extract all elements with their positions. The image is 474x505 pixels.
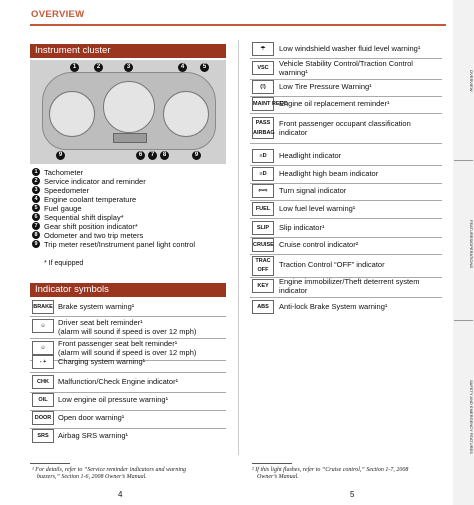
passenger-seatbelt-icon: ☺: [32, 341, 54, 355]
list-item-text: Fuel gauge: [44, 204, 82, 213]
header-rule: [30, 24, 446, 26]
high-beam-icon: ≡D: [252, 167, 274, 181]
footnote-left: ¹ For details, refer to “Service reminder indicators and warning: [32, 467, 187, 473]
instrument-cluster-heading: Instrument cluster: [30, 44, 226, 58]
sidebar-divider: [454, 320, 473, 321]
driver-seatbelt-icon: ☺: [32, 319, 54, 333]
battery-icon: - +: [32, 355, 54, 369]
list-number: 1: [32, 168, 40, 176]
odometer-display: [113, 133, 147, 143]
callout-9-right: 9: [192, 151, 201, 160]
section-sidebar: [453, 0, 474, 505]
list-number: 2: [32, 177, 40, 185]
footnote-left-cont: buzzers,” Section 1-6, 2008 Owner’s Manual.: [37, 474, 147, 480]
indicator-text-sub: (alarm will sound if speed is over 12 mph): [58, 327, 197, 336]
footnote-rule: [30, 463, 70, 464]
list-number: 9: [32, 240, 40, 248]
column-divider: [238, 40, 239, 455]
vsc-icon: VSC: [252, 61, 274, 75]
indicator-text: Low engine oil pressure warning¹: [58, 395, 169, 404]
temp-fuel-gauge: [163, 91, 209, 137]
indicator-symbols-heading: Indicator symbols: [30, 283, 226, 297]
list-number: 6: [32, 213, 40, 221]
row-divider: [30, 372, 226, 373]
row-divider: [250, 183, 442, 184]
indicator-text: Headlight indicator: [279, 151, 342, 160]
row-divider: [30, 316, 226, 317]
airbag-icon: SRS: [32, 429, 54, 443]
callout-1: 1: [70, 63, 79, 72]
indicator-text: Low windshield washer fluid level warning¹: [279, 44, 421, 53]
turn-signal-icon: ⇦⇨: [252, 184, 274, 198]
if-equipped-note: * If equipped: [44, 260, 84, 267]
indicator-text: Slip indicator¹: [279, 223, 325, 232]
row-divider: [250, 96, 442, 97]
indicator-text: Front passenger seat belt reminder¹: [58, 339, 178, 348]
indicator-text: Open door warning¹: [58, 413, 125, 422]
instrument-cluster-illustration: [30, 60, 226, 164]
callout-9: 9: [56, 151, 65, 160]
open-door-icon: DOOR: [32, 411, 54, 425]
slip-indicator-icon: SLIP: [252, 221, 274, 235]
indicator-text-sub: indicator: [279, 128, 308, 137]
list-item-text: Engine coolant temperature: [44, 195, 137, 204]
row-divider: [250, 113, 442, 114]
callout-5: 5: [200, 63, 209, 72]
cluster-housing: [42, 72, 216, 150]
sidebar-tab-overview[interactable]: OVERVIEW: [469, 70, 474, 92]
callout-3: 3: [124, 63, 133, 72]
washer-fluid-icon: ☂: [252, 42, 274, 56]
indicator-text-sub: indicator: [279, 286, 308, 295]
list-item-text: Gear shift position indicator*: [44, 222, 138, 231]
indicator-text: Low fuel level warning¹: [279, 204, 356, 213]
headlight-icon: ≡D: [252, 149, 274, 163]
row-divider: [30, 428, 226, 429]
footnote-right: ² If this light flashes, refer to “Cruise control,” Section 1-7, 2008: [252, 467, 409, 473]
row-divider: [30, 410, 226, 411]
row-divider: [250, 79, 442, 80]
list-item-text: Tachometer: [44, 168, 84, 177]
indicator-text: Charging system warning¹: [58, 357, 146, 366]
indicator-text-sub: (alarm will sound if speed is over 12 mph): [58, 348, 197, 357]
page-number-right: 5: [350, 490, 355, 499]
indicator-text: Low Tire Pressure Warning¹: [279, 82, 372, 91]
footnote-rule: [252, 463, 292, 464]
footnote-right-cont: Owner’s Manual.: [257, 474, 299, 480]
indicator-text: Engine immobilizer/Theft deterrent system: [279, 277, 420, 286]
fuel-pump-icon: FUEL: [252, 202, 274, 216]
oil-can-icon: OIL: [32, 393, 54, 407]
page-title: OVERVIEW: [31, 9, 85, 20]
list-number: 4: [32, 195, 40, 203]
indicator-text: Malfunction/Check Engine indicator¹: [58, 377, 179, 386]
list-number: 3: [32, 186, 40, 194]
list-item-text: Speedometer: [44, 186, 90, 195]
indicator-text: Driver seat belt reminder¹: [58, 318, 143, 327]
indicator-text: Brake system warning¹: [58, 302, 135, 311]
indicator-text: Vehicle Stability Control/Traction Control: [279, 59, 413, 68]
list-number: 7: [32, 222, 40, 230]
callout-4: 4: [178, 63, 187, 72]
immobilizer-icon: KEY: [252, 279, 274, 293]
cruise-control-icon: CRUISE: [252, 238, 274, 252]
row-divider: [250, 200, 442, 201]
row-divider: [250, 218, 442, 219]
list-item-text: Service indicator and reminder: [44, 177, 146, 186]
indicator-text: Turn signal indicator: [279, 186, 347, 195]
row-divider: [30, 392, 226, 393]
list-item-text: Trip meter reset/Instrument panel light control: [44, 240, 196, 249]
list-item-text: Sequential shift display*: [44, 213, 124, 222]
indicator-text-sub: warning¹: [279, 68, 308, 77]
indicator-text: Airbag SRS warning¹: [58, 431, 129, 440]
indicator-text: Anti-lock Brake System warning¹: [279, 302, 388, 311]
trac-off-icon: TRAC OFF: [252, 256, 274, 276]
brake-warning-icon: BRAKE: [32, 300, 54, 314]
indicator-text: Cruise control indicator²: [279, 240, 359, 249]
row-divider: [250, 254, 442, 255]
sidebar-tab-features[interactable]: FEATURES/OPERATIONS: [469, 220, 474, 269]
tire-pressure-icon: (!): [252, 80, 274, 94]
indicator-text: Engine oil replacement reminder¹: [279, 99, 390, 108]
list-item-text: Odometer and two trip meters: [44, 231, 144, 240]
callout-8: 8: [160, 151, 169, 160]
row-divider: [250, 165, 442, 166]
check-engine-icon: CHK: [32, 375, 54, 389]
indicator-text: Front passenger occupant classification: [279, 119, 411, 128]
sidebar-divider: [454, 160, 473, 161]
list-number: 8: [32, 231, 40, 239]
row-divider: [250, 297, 442, 298]
indicator-text: Headlight high beam indicator: [279, 169, 379, 178]
page-number-left: 4: [118, 490, 123, 499]
list-number: 5: [32, 204, 40, 212]
maintenance-icon: MAINT REQD: [252, 97, 274, 111]
tachometer-gauge: [49, 91, 95, 137]
indicator-text: Traction Control “OFF” indicator: [279, 260, 385, 269]
row-divider: [250, 237, 442, 238]
speedometer-gauge: [103, 81, 155, 133]
callout-6: 6: [136, 151, 145, 160]
callout-2: 2: [94, 63, 103, 72]
passenger-airbag-icon: PASS AIRBAG: [252, 117, 274, 139]
abs-icon: ABS: [252, 300, 274, 314]
row-divider: [250, 143, 442, 144]
sidebar-tab-safety[interactable]: SAFETY AND EMERGENCY FEATURES: [469, 380, 474, 454]
callout-7: 7: [148, 151, 157, 160]
